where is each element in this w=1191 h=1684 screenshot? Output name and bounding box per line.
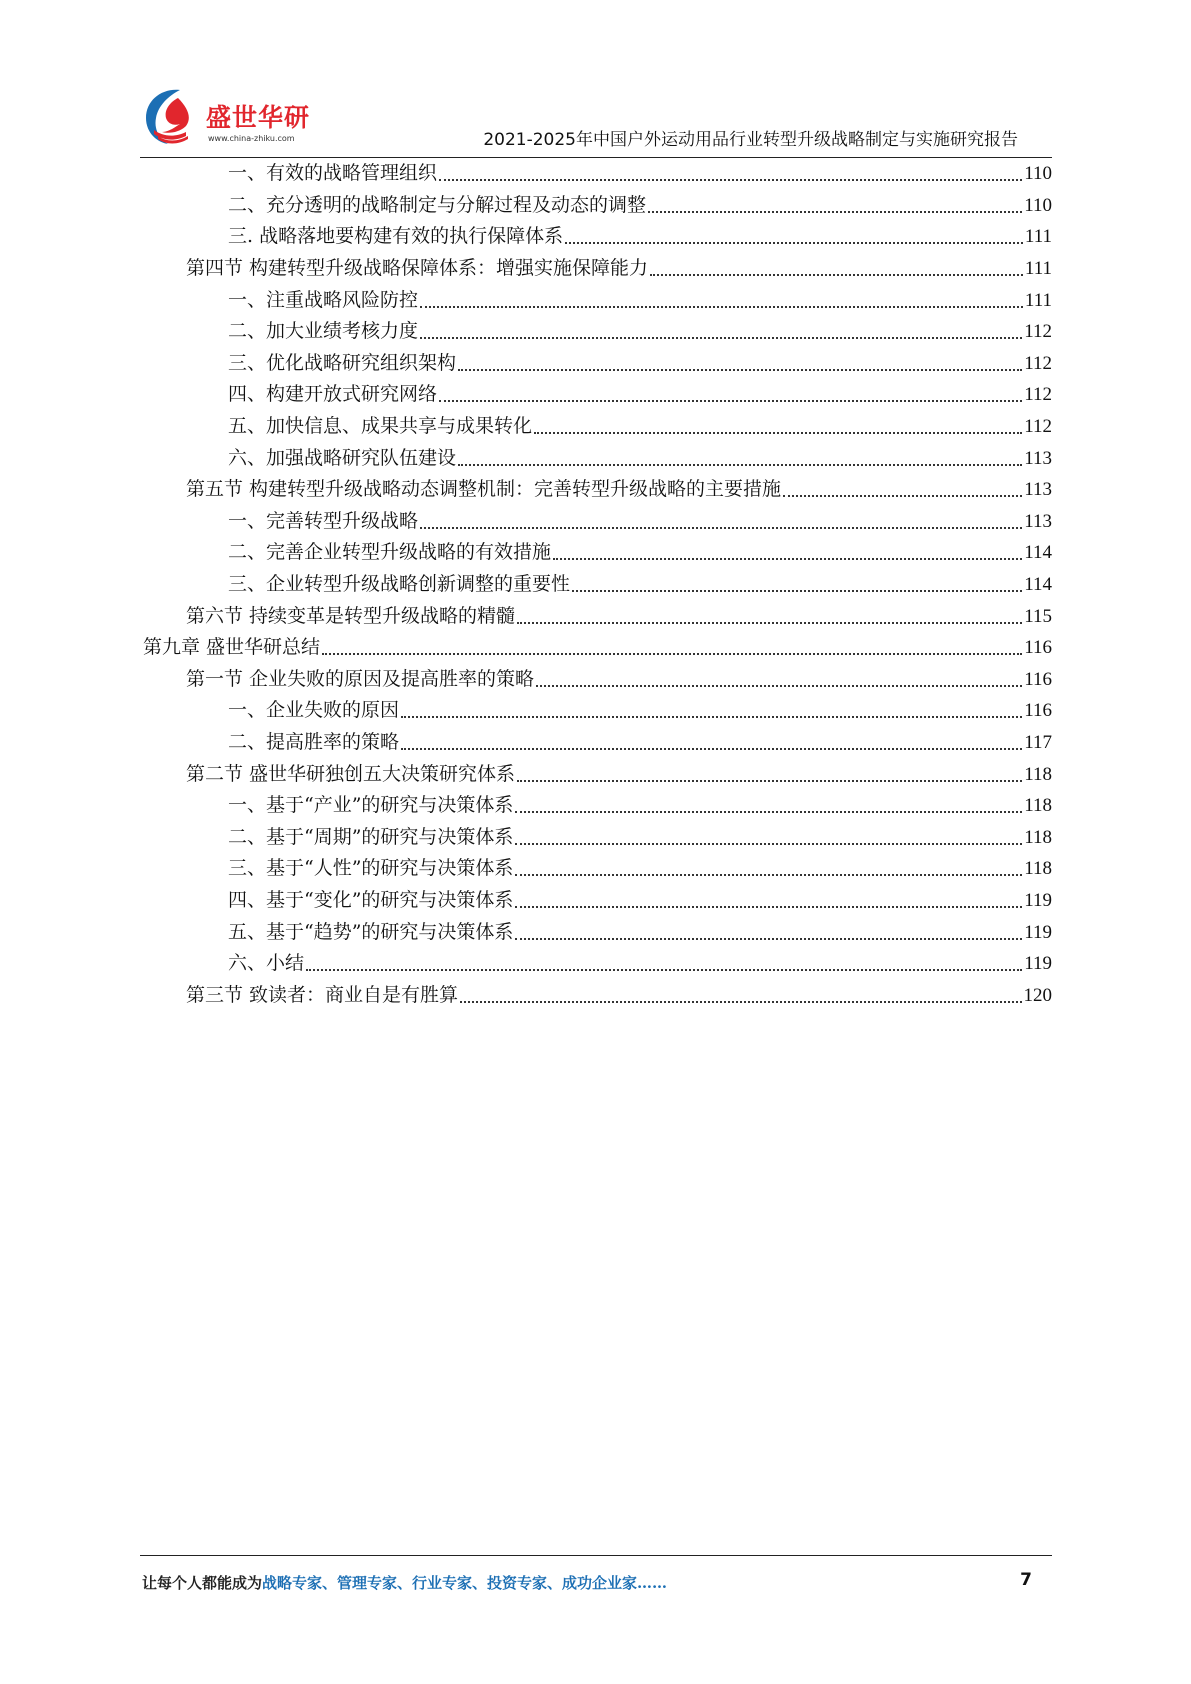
toc-entry-page: 113 [1024,479,1052,501]
toc-entry[interactable] [140,916,1052,948]
toc-leader-dots [536,684,1022,687]
toc-entry-page: 114 [1024,542,1052,564]
toc-entry[interactable] [140,474,1052,506]
toc-entry-title: 四、构建开放式研究网络 [228,383,438,406]
toc-entry-title: 二、基于“周期”的研究与决策体系 [228,825,514,848]
toc-leader-dots [439,399,1022,402]
toc-entry[interactable] [140,695,1052,727]
logo-url: www.china-zhiku.com [208,134,295,143]
toc-entry-page: 118 [1024,826,1052,848]
toc-leader-dots [420,526,1022,529]
toc-leader-dots [515,842,1022,845]
toc-entry-title: 一、有效的战略管理组织 [228,162,438,185]
toc-entry[interactable] [140,885,1052,917]
logo-emblem-icon [140,84,204,148]
toc-leader-dots [534,431,1022,434]
page-footer [140,1570,1052,1596]
toc-entry[interactable] [140,853,1052,885]
footer-divider [140,1555,1052,1556]
toc-leader-dots [401,747,1022,750]
toc-entry-page: 120 [1023,984,1052,1006]
toc-entry-title: 三、企业转型升级战略创新调整的重要性 [228,573,571,596]
toc-leader-dots [515,937,1022,940]
toc-entry[interactable] [140,411,1052,443]
toc-entry[interactable] [140,190,1052,222]
toc-entry-title: 三. 战略落地要构建有效的执行保障体系 [228,225,564,248]
toc-entry-page: 118 [1024,795,1052,817]
toc-entry-title: 第六节 持续变革是转型升级战略的精髓 [186,604,516,627]
toc-entry[interactable] [140,664,1052,696]
toc-entry-page: 110 [1024,163,1052,185]
toc-leader-dots [650,273,1023,276]
toc-entry-title: 第一节 企业失败的原因及提高胜率的策略 [186,667,535,690]
toc-entry[interactable] [140,979,1052,1011]
toc-entry-title: 二、加大业绩考核力度 [228,320,419,343]
toc-entry-title: 第三节 致读者：商业自是有胜算 [186,983,459,1006]
toc-entry-page: 113 [1024,447,1052,469]
toc-entry-page: 112 [1024,384,1052,406]
toc-entry-title: 六、加强战略研究队伍建设 [228,446,457,469]
page-header [140,80,1052,158]
toc-leader-dots [420,336,1022,339]
toc-entry-page: 116 [1024,668,1052,690]
toc-entry[interactable] [140,758,1052,790]
toc-entry-title: 第五节 构建转型升级战略动态调整机制：完善转型升级战略的主要措施 [186,478,782,501]
toc-entry-page: 119 [1024,921,1052,943]
toc-entry-title: 五、加快信息、成果共享与成果转化 [228,415,533,438]
toc-entry[interactable] [140,569,1052,601]
toc-entry-title: 三、基于“人性”的研究与决策体系 [228,857,514,880]
slogan-highlight: 战略专家、管理专家、行业专家、投资专家、成功企业家…… [262,1574,668,1592]
toc-entry-page: 111 [1024,258,1052,280]
toc-entry-page: 118 [1024,858,1052,880]
toc-entry-page: 114 [1024,574,1052,596]
toc-entry-page: 112 [1024,416,1052,438]
toc-leader-dots [553,557,1022,560]
toc-entry-title: 一、基于“产业”的研究与决策体系 [228,794,514,817]
toc-leader-dots [458,463,1022,466]
toc-leader-dots [517,779,1022,782]
toc-entry-title: 四、基于“变化”的研究与决策体系 [228,888,514,911]
toc-entry-page: 112 [1024,352,1052,374]
toc-entry-title: 第四节 构建转型升级战略保障体系：增强实施保障能力 [186,257,649,280]
toc-entry[interactable] [140,632,1052,664]
toc-leader-dots [515,905,1022,908]
toc-leader-dots [306,968,1022,971]
toc-entry-title: 一、企业失败的原因 [228,699,400,722]
toc-leader-dots [401,715,1022,718]
footer-slogan [142,1572,667,1593]
toc-entry[interactable] [140,506,1052,538]
toc-leader-dots [322,652,1022,655]
toc-entry-page: 117 [1024,731,1052,753]
toc-entry-title: 五、基于“趋势”的研究与决策体系 [228,920,514,943]
toc-entry[interactable] [140,537,1052,569]
toc-entry-title: 第九章 盛世华研总结 [143,636,321,659]
toc-leader-dots [572,589,1022,592]
toc-entry[interactable] [140,379,1052,411]
toc-leader-dots [517,621,1022,624]
toc-leader-dots [515,810,1022,813]
toc-entry[interactable] [140,284,1052,316]
toc-entry-title: 二、完善企业转型升级战略的有效措施 [228,541,552,564]
toc-leader-dots [458,368,1022,371]
toc-leader-dots [515,873,1022,876]
toc-entry[interactable] [140,253,1052,285]
toc-entry-page: 119 [1024,953,1052,975]
toc-entry[interactable] [140,221,1052,253]
toc-entry[interactable] [140,790,1052,822]
toc-entry-page: 118 [1024,763,1052,785]
toc-entry-page: 112 [1024,321,1052,343]
toc-leader-dots [648,210,1022,213]
toc-entry[interactable] [140,316,1052,348]
toc-entry-title: 二、充分透明的战略制定与分解过程及动态的调整 [228,193,647,216]
slogan-prefix: 让每个人都能成为 [142,1574,263,1592]
toc-entry[interactable] [140,948,1052,980]
toc-leader-dots [439,178,1022,181]
toc-entry-page: 119 [1024,889,1052,911]
toc-entry[interactable] [140,158,1052,190]
toc-leader-dots [783,494,1022,497]
toc-entry[interactable] [140,821,1052,853]
toc-entry-title: 一、注重战略风险防控 [228,288,419,311]
toc-leader-dots [460,1000,1021,1003]
toc-leader-dots [420,305,1023,308]
toc-entry-page: 115 [1024,605,1052,627]
toc-entry-page: 111 [1024,226,1052,248]
toc-entry[interactable] [140,727,1052,759]
toc-entry[interactable] [140,442,1052,474]
toc-entry-title: 第二节 盛世华研独创五大决策研究体系 [186,762,516,785]
toc-entry-page: 113 [1024,510,1052,532]
table-of-contents [140,158,1052,1011]
toc-entry-page: 116 [1024,637,1052,659]
toc-entry-title: 一、完善转型升级战略 [228,509,419,532]
report-title: 2021-2025年中国户外运动用品行业转型升级战略制定与实施研究报告 [483,130,1018,150]
toc-entry-page: 111 [1024,289,1052,311]
toc-leader-dots [565,241,1023,244]
toc-entry-title: 三、优化战略研究组织架构 [228,351,457,374]
toc-entry-page: 116 [1024,700,1052,722]
toc-entry[interactable] [140,348,1052,380]
logo-name: 盛世华研 [206,103,311,132]
toc-entry-title: 六、小结 [228,952,305,975]
page-number: 7 [1020,1570,1032,1590]
toc-entry[interactable] [140,600,1052,632]
logo [140,84,320,150]
toc-entry-page: 110 [1024,194,1052,216]
toc-entry-title: 二、提高胜率的策略 [228,730,400,753]
